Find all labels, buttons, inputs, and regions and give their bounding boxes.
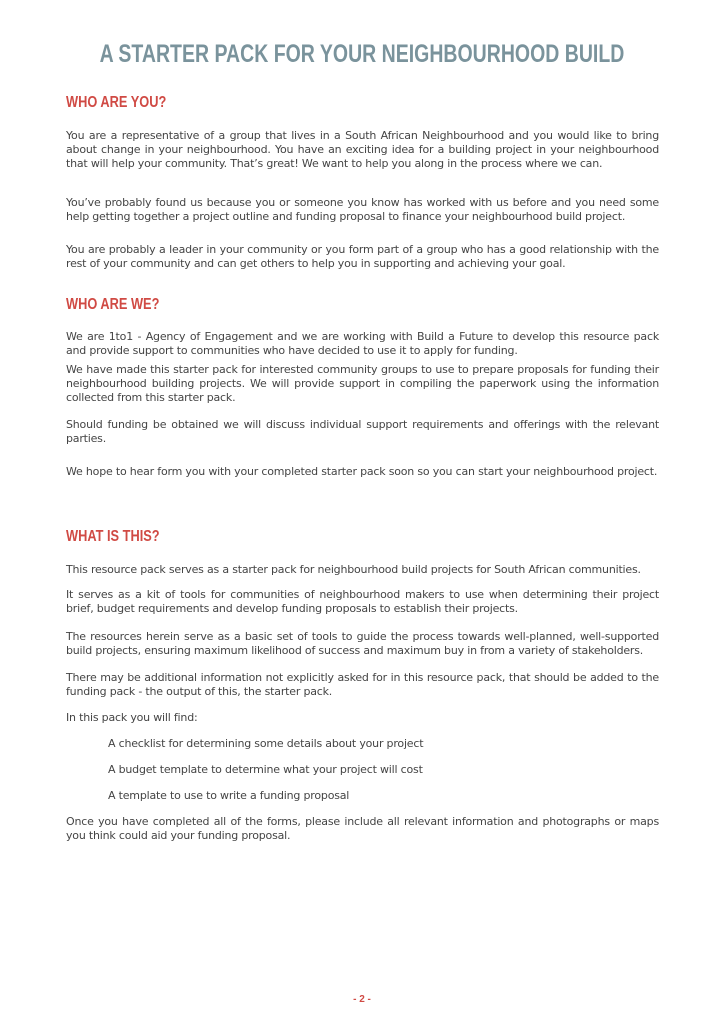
paragraph: You are probably a leader in your community or you form part of a group who has a good relationship with the rest of your community and can get others to help you in supporting and achieving your goal. [66, 243, 659, 270]
paragraph: We hope to hear form you with your completed starter pack soon so you can start your neighbourhood project. [66, 465, 658, 478]
paragraph: Once you have completed all of the forms, please include all relevant information and photographs or maps you think could aid your funding proposal. [66, 815, 659, 842]
paragraph: In this pack you will find: [66, 711, 198, 724]
page-number: - 2 - [353, 994, 371, 1005]
list-item: A template to use to write a funding proposal [108, 789, 350, 802]
list-item: A budget template to determine what your project will cost [108, 763, 423, 776]
paragraph: It serves as a kit of tools for communities of neighbourhood makers to use when determining their project brief, budget requirements and develop funding proposals to establish their projects. [66, 588, 659, 615]
section-heading-what-is-this: WHAT IS THIS? [66, 528, 160, 545]
paragraph: We are 1to1 - Agency of Engagement and we are working with Build a Future to develop this resource pack and provide support to communities who have decided to use it to apply for funding. [66, 330, 659, 357]
list-item: A checklist for determining some details about your project [108, 737, 424, 750]
paragraph: There may be additional information not explicitly asked for in this resource pack, that should be added to the funding pack - the output of this, the starter pack. [66, 671, 659, 698]
section-heading-who-are-we: WHO ARE WE? [66, 296, 160, 313]
paragraph: You’ve probably found us because you or someone you know has worked with us before and you need some help getting together a project outline and funding proposal to finance your neighbourhood build project. [66, 196, 659, 223]
section-heading-who-are-you: WHO ARE YOU? [66, 94, 167, 111]
paragraph: This resource pack serves as a starter pack for neighbourhood build projects for South African communities. [66, 563, 641, 576]
paragraph: Should funding be obtained we will discuss individual support requirements and offerings with the relevant parties. [66, 418, 659, 445]
page-title: A STARTER PACK FOR YOUR NEIGHBOURHOOD BUILD [99, 40, 625, 68]
paragraph: We have made this starter pack for interested community groups to use to prepare proposals for funding their neighbourhood building projects. We will provide support in compiling the paperwork using the information collected from this starter pack. [66, 363, 659, 404]
paragraph: The resources herein serve as a basic set of tools to guide the process towards well-planned, well-supported build projects, ensuring maximum likelihood of success and maximum buy in from a variety of stakeholders. [66, 630, 659, 657]
paragraph: You are a representative of a group that lives in a South African Neighbourhood and you would like to bring about change in your neighbourhood. You have an exciting idea for a building project in your neighbourhood that will help your community. That’s great! We want to help you along in the process where we can. [66, 129, 659, 170]
